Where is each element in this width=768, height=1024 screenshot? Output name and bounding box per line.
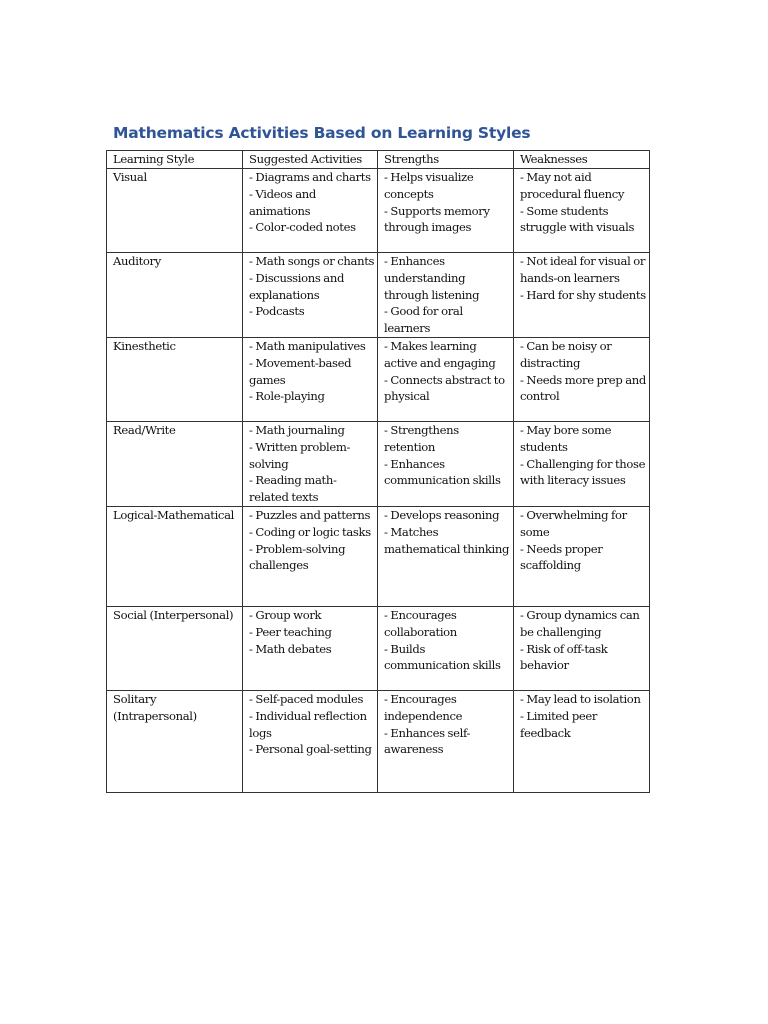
- weakness-item: - Limited peer feedback: [520, 708, 598, 740]
- learning-style-name: Social (Interpersonal): [113, 607, 234, 622]
- learning-style-cell: [107, 421, 243, 506]
- weakness-item: - Overwhelming for some: [520, 507, 627, 539]
- strength-item: - Develops reasoning: [384, 507, 500, 522]
- strength-item: - Enhances understanding through listening: [384, 254, 480, 302]
- weaknesses-cell: [514, 253, 650, 338]
- activity-item: - Personal goal-setting: [249, 742, 372, 757]
- strengths-cell: [378, 506, 514, 606]
- weakness-item: - Some students struggle with visuals: [520, 203, 635, 235]
- activity-item: - Movement-based games: [249, 355, 352, 387]
- table-header-row: [107, 151, 650, 169]
- activity-item: - Color-coded notes: [249, 220, 356, 235]
- header-strengths: Strengths: [378, 151, 514, 169]
- learning-style-name: Solitary (Intrapersonal): [113, 691, 197, 723]
- activity-item: - Discussions and explanations: [249, 270, 345, 302]
- activity-item: - Videos and animations: [249, 186, 316, 218]
- strength-item: - Good for oral learners: [384, 304, 463, 336]
- activity-item: - Math songs or chants: [249, 254, 375, 268]
- activity-item: - Role-playing: [249, 389, 325, 404]
- learning-style-name: Read/Write: [113, 422, 176, 437]
- header-suggested-activities: Suggested Activities: [243, 151, 378, 169]
- activity-item: - Written problem-solving: [249, 439, 351, 471]
- activity-item: - Reading math-related texts: [249, 473, 337, 505]
- learning-styles-table: [106, 150, 650, 793]
- activities-cell: [243, 337, 378, 421]
- table-row: [107, 337, 650, 421]
- activities-cell: [243, 506, 378, 606]
- activity-item: - Coding or logic tasks: [249, 524, 371, 539]
- weakness-item: - Can be noisy or distracting: [520, 338, 612, 370]
- weakness-item: - May not aid procedural fluency: [520, 170, 625, 201]
- activity-item: - Math journaling: [249, 422, 345, 437]
- activity-item: - Group work: [249, 607, 322, 622]
- learning-style-name: Logical-Mathematical: [113, 507, 234, 522]
- weakness-item: - Challenging for those with literacy issues: [520, 456, 646, 488]
- activity-item: - Diagrams and charts: [249, 170, 371, 184]
- header-learning-style: Learning Style: [107, 151, 243, 169]
- table-row: [107, 606, 650, 690]
- strength-item: - Supports memory through images: [384, 203, 490, 235]
- learning-style-cell: [107, 169, 243, 253]
- weaknesses-cell: [514, 506, 650, 606]
- weaknesses-cell: [514, 690, 650, 792]
- strengths-cell: [378, 337, 514, 421]
- strength-item: - Enhances communication skills: [384, 456, 501, 488]
- activity-item: - Podcasts: [249, 304, 305, 319]
- strength-item: - Matches mathematical thinking: [384, 524, 510, 556]
- header-weaknesses: Weaknesses: [514, 151, 650, 169]
- weaknesses-cell: [514, 421, 650, 506]
- strength-item: - Makes learning active and engaging: [384, 338, 496, 370]
- strength-item: - Encourages independence: [384, 691, 463, 723]
- strength-item: - Helps visualize concepts: [384, 170, 474, 201]
- activity-item: - Peer teaching: [249, 624, 332, 639]
- activities-cell: [243, 169, 378, 253]
- learning-style-name: Kinesthetic: [113, 338, 176, 353]
- table-row: [107, 169, 650, 253]
- table-row: [107, 421, 650, 506]
- weakness-item: - Risk of off-task behavior: [520, 641, 608, 673]
- weakness-item: - May bore some students: [520, 422, 612, 454]
- learning-style-cell: [107, 337, 243, 421]
- strength-item: - Encourages collaboration: [384, 607, 457, 639]
- strengths-cell: [378, 421, 514, 506]
- learning-style-cell: [107, 690, 243, 792]
- strengths-cell: [378, 606, 514, 690]
- page-title: Mathematics Activities Based on Learning Styles: [113, 124, 531, 142]
- activity-item: - Individual reflection logs: [249, 708, 367, 740]
- weakness-item: - Needs proper scaffolding: [520, 541, 603, 573]
- activities-cell: [243, 690, 378, 792]
- weaknesses-cell: [514, 169, 650, 253]
- learning-style-name: Auditory: [113, 254, 161, 268]
- table-row: [107, 253, 650, 338]
- strength-item: - Connects abstract to physical: [384, 372, 505, 404]
- weakness-item: - May lead to isolation: [520, 691, 641, 706]
- activities-cell: [243, 253, 378, 338]
- activity-item: - Self-paced modules: [249, 691, 364, 706]
- learning-style-cell: [107, 606, 243, 690]
- learning-style-name: Visual: [113, 170, 147, 184]
- weakness-item: - Not ideal for visual or hands-on learners: [520, 254, 646, 285]
- weaknesses-cell: [514, 337, 650, 421]
- weakness-item: - Hard for shy students: [520, 287, 646, 302]
- activity-item: - Math debates: [249, 641, 332, 656]
- table-row: [107, 690, 650, 792]
- weakness-item: - Group dynamics can be challenging: [520, 607, 640, 639]
- table-row: [107, 506, 650, 606]
- learning-style-cell: [107, 253, 243, 338]
- activities-cell: [243, 421, 378, 506]
- strengths-cell: [378, 690, 514, 792]
- activities-cell: [243, 606, 378, 690]
- activity-item: - Math manipulatives: [249, 338, 366, 353]
- weakness-item: - Needs more prep and control: [520, 372, 646, 404]
- strength-item: - Builds communication skills: [384, 641, 501, 673]
- weaknesses-cell: [514, 606, 650, 690]
- strengths-cell: [378, 253, 514, 338]
- activity-item: - Problem-solving challenges: [249, 541, 346, 573]
- activity-item: - Puzzles and patterns: [249, 507, 371, 522]
- strength-item: - Strengthens retention: [384, 422, 459, 454]
- strengths-cell: [378, 169, 514, 253]
- strength-item: - Enhances self-awareness: [384, 725, 471, 757]
- learning-style-cell: [107, 506, 243, 606]
